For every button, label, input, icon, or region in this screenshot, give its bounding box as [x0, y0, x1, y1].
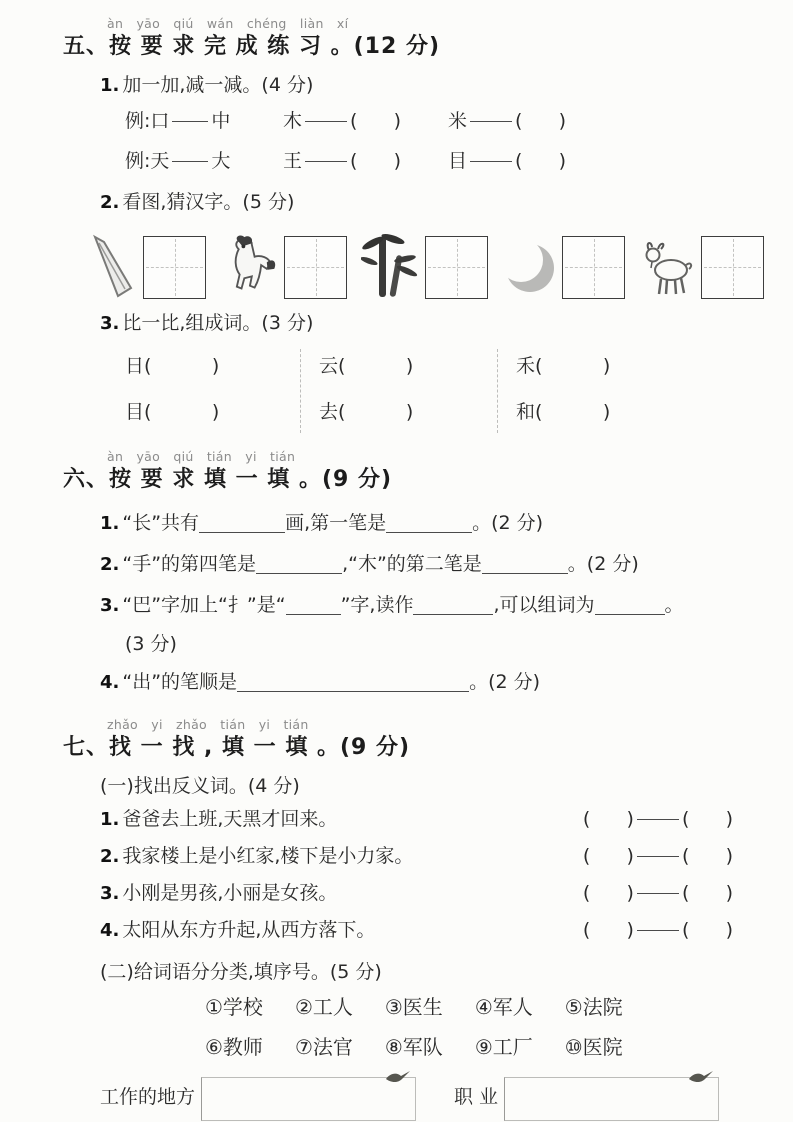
answer-parens	[583, 912, 733, 949]
moon-icon	[502, 232, 556, 302]
bird-icon	[385, 1070, 411, 1085]
question-text: 。(2 分)	[472, 512, 544, 534]
item-number: 2.	[100, 554, 120, 575]
circled-word: ④军人	[474, 995, 533, 1019]
word-list-row-2	[205, 1027, 753, 1067]
compare-column-3	[516, 349, 686, 433]
compare-char: 去	[319, 401, 339, 423]
paren-blank: ( )	[144, 401, 220, 423]
paren-blank: ( )	[535, 355, 611, 377]
category-label-workplace: 工作的地方	[100, 1086, 196, 1108]
sentence-text: 小刚是男孩,小丽是女孩。	[122, 882, 338, 904]
example-left: 例:天	[125, 150, 170, 172]
compare-cell	[516, 349, 686, 383]
item-number: 3.	[100, 595, 120, 616]
antonym-sentence	[100, 801, 337, 838]
paren-blank: ( )	[350, 150, 402, 172]
dash-line	[637, 893, 679, 894]
paren-blank: ( )	[338, 355, 414, 377]
compare-cell	[125, 349, 300, 383]
dash-line	[637, 930, 679, 931]
item-number: 3.	[100, 883, 120, 904]
addsub-row-2	[125, 141, 753, 181]
part-1-label: (一)找出反义词。(4 分)	[100, 775, 300, 797]
fill-blank-cell	[283, 141, 448, 181]
antonym-sentence	[100, 838, 413, 875]
blank-line	[199, 513, 285, 533]
category-row	[100, 1077, 753, 1121]
writing-grid-box	[701, 236, 764, 299]
answer-parens	[583, 838, 733, 875]
question-text: ”字,读作	[340, 594, 414, 616]
example-cell	[125, 101, 283, 141]
sentence-text: 太阳从东方升起,从西方落下。	[122, 919, 376, 941]
item-number: 2.	[100, 846, 120, 867]
answer-parens	[583, 801, 733, 838]
item-number: 1.	[100, 513, 120, 534]
item-6-2	[100, 544, 753, 585]
writing-grid-box	[284, 236, 347, 299]
paren-blank: ( )	[681, 919, 733, 941]
item-6-3-score: (3 分)	[125, 633, 177, 655]
compare-char: 和	[516, 401, 536, 423]
item-number: 3.	[100, 313, 120, 334]
compare-column-2	[319, 349, 497, 433]
question-text: “长”共有	[122, 512, 200, 534]
dash-line	[305, 121, 347, 122]
pinyin-section-7: zhǎo yi zhǎo tián yi tián	[107, 717, 309, 732]
example-cell	[125, 141, 283, 181]
writing-grid-box	[562, 236, 625, 299]
dash-line	[470, 161, 512, 162]
fill-blank-cell	[448, 101, 613, 141]
circled-word: ⑨工厂	[474, 1035, 533, 1059]
paren-blank: ( )	[582, 845, 634, 867]
column-divider	[497, 349, 498, 433]
dash-line	[637, 856, 679, 857]
question-text: 。	[664, 594, 684, 616]
item-label-text: 看图,猜汉字。(5 分)	[122, 191, 295, 213]
section-7-title: 七、找 一 找 , 填 一 填 。(9 分)	[63, 735, 411, 760]
item-6-4	[100, 662, 753, 703]
item-number: 4.	[100, 672, 120, 693]
word-list-row-1	[205, 987, 753, 1027]
item-5-1-label	[100, 70, 753, 101]
fill-blank-cell	[283, 101, 448, 141]
item-label-text: 加一加,减一减。(4 分)	[122, 74, 314, 96]
sentence-text: 爸爸去上班,天黑才回来。	[122, 808, 338, 830]
blank-line	[386, 513, 472, 533]
pinyin-section-6: àn yāo qiú tián yi tián	[107, 449, 296, 464]
answer-box-workplace	[201, 1077, 416, 1121]
dash-line	[172, 121, 208, 122]
circled-word: ⑧军队	[384, 1035, 443, 1059]
compare-cell	[319, 349, 497, 383]
dash-line	[172, 161, 208, 162]
sentence-text: 我家楼上是小红家,楼下是小力家。	[122, 845, 414, 867]
source-char: 木	[283, 110, 303, 132]
item-5-3-label	[100, 308, 753, 339]
example-answer: 中	[211, 110, 231, 132]
antonym-sentence	[100, 912, 375, 949]
circled-word: ⑩医院	[564, 1035, 623, 1059]
blank-line	[595, 595, 665, 615]
item-6-3	[100, 585, 753, 626]
section-6-title: 六、按 要 求 填 一 填 。(9 分)	[63, 467, 393, 492]
blank-line	[237, 672, 469, 692]
blank-line	[286, 595, 341, 615]
bird-icon	[688, 1070, 714, 1085]
paren-blank: ( )	[582, 919, 634, 941]
writing-grid-box	[143, 236, 206, 299]
item-number: 1.	[100, 75, 120, 96]
compare-char: 云	[319, 355, 339, 377]
question-text: “手”的第四笔是	[122, 553, 257, 575]
circled-word: ②工人	[294, 995, 353, 1019]
section-5-title: 五、按 要 求 完 成 练 习 。(12 分)	[63, 34, 440, 59]
source-char: 米	[448, 110, 468, 132]
question-text: “出”的笔顺是	[122, 671, 238, 693]
part-2-label: (二)给词语分分类,填序号。(5 分)	[100, 961, 382, 983]
paren-blank: ( )	[582, 882, 634, 904]
paren-blank: ( )	[582, 808, 634, 830]
blank-line	[482, 554, 568, 574]
picture-row	[85, 232, 753, 302]
antonym-row-2	[100, 838, 733, 875]
paren-blank: ( )	[515, 110, 567, 132]
knife-icon	[85, 232, 137, 302]
compare-grid	[125, 349, 753, 433]
question-text: 画,第一笔是	[285, 512, 387, 534]
section-5	[63, 16, 753, 433]
item-number: 4.	[100, 920, 120, 941]
antonym-row-3	[100, 875, 733, 912]
compare-char: 目	[125, 401, 145, 423]
compare-cell	[125, 395, 300, 429]
paren-blank: ( )	[515, 150, 567, 172]
paren-blank: ( )	[535, 401, 611, 423]
section-6	[63, 449, 753, 703]
dash-line	[637, 819, 679, 820]
compare-cell	[319, 395, 497, 429]
answer-box-occupation	[504, 1077, 719, 1121]
section-7	[63, 717, 753, 1121]
pinyin-section-5: àn yāo qiú wán chéng liàn xí	[107, 16, 349, 31]
example-answer: 大	[211, 150, 231, 172]
question-text: 。(2 分)	[469, 671, 541, 693]
question-text: “巴”字加上“扌”是“	[122, 594, 286, 616]
paren-blank: ( )	[681, 808, 733, 830]
compare-char: 日	[125, 355, 145, 377]
addsub-row-1	[125, 101, 753, 141]
antonym-row-4	[100, 912, 733, 949]
paren-blank: ( )	[681, 845, 733, 867]
blank-line	[256, 554, 342, 574]
source-char: 目	[448, 150, 468, 172]
item-5-2-label	[100, 187, 753, 218]
source-char: 王	[283, 150, 303, 172]
blank-line	[413, 595, 493, 615]
circled-word: ⑥教师	[205, 1035, 263, 1059]
paren-blank: ( )	[338, 401, 414, 423]
circled-word: ⑦法官	[294, 1035, 353, 1059]
horse-icon	[220, 232, 278, 302]
circled-word: ①学校	[205, 995, 263, 1019]
category-label-occupation: 职 业	[454, 1086, 499, 1108]
question-text: 。(2 分)	[567, 553, 639, 575]
compare-cell	[516, 395, 686, 429]
item-number: 2.	[100, 192, 120, 213]
column-divider	[300, 349, 301, 433]
fill-blank-cell	[448, 141, 613, 181]
goat-icon	[639, 232, 695, 302]
paren-blank: ( )	[144, 355, 220, 377]
answer-parens	[583, 875, 733, 912]
paren-blank: ( )	[350, 110, 402, 132]
question-text: ,“木”的第二笔是	[342, 553, 482, 575]
paren-blank: ( )	[681, 882, 733, 904]
example-left: 例:口	[125, 110, 170, 132]
circled-word: ⑤法院	[564, 995, 623, 1019]
writing-grid-box	[425, 236, 488, 299]
compare-char: 禾	[516, 355, 536, 377]
item-6-1	[100, 503, 753, 544]
circled-word: ③医生	[384, 995, 443, 1019]
dash-line	[305, 161, 347, 162]
bamboo-icon	[361, 232, 419, 302]
compare-column-1	[125, 349, 300, 433]
dash-line	[470, 121, 512, 122]
antonym-row-1	[100, 801, 733, 838]
question-text: ,可以组词为	[493, 594, 595, 616]
antonym-sentence	[100, 875, 337, 912]
item-number: 1.	[100, 809, 120, 830]
item-label-text: 比一比,组成词。(3 分)	[122, 312, 314, 334]
